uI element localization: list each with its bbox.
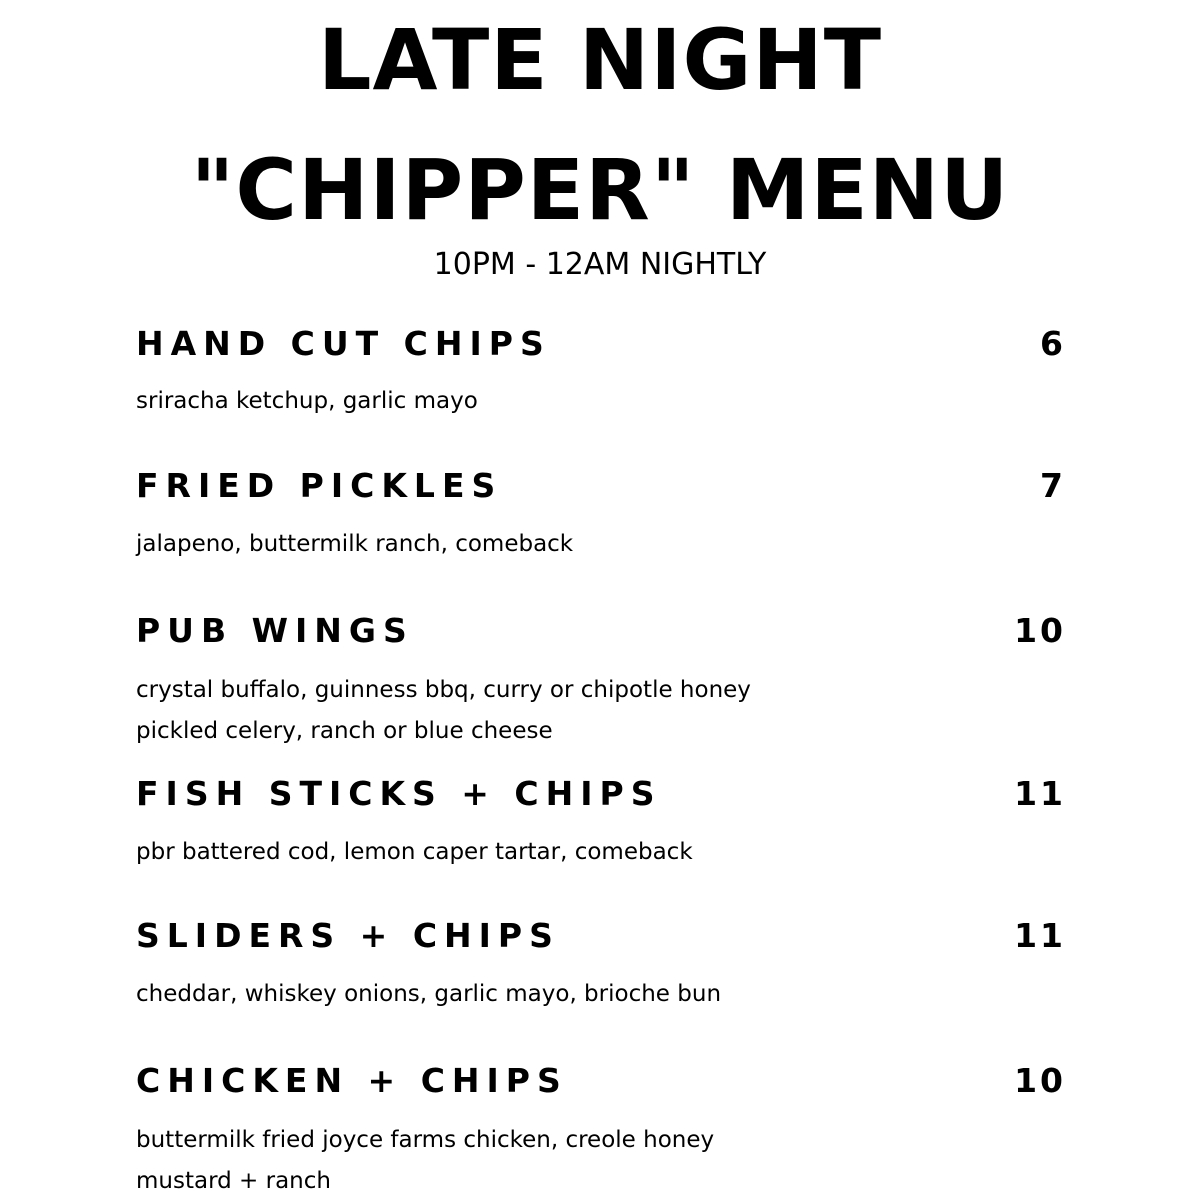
item-description-hand-cut-chips — [136, 381, 478, 422]
item-name-fried-pickles: FRIED PICKLES — [136, 466, 503, 505]
item-description-fish-sticks-chips — [136, 832, 693, 873]
menu-title-line-2: "CHIPPER" MENU — [190, 141, 1010, 239]
item-price-hand-cut-chips: 6 — [1040, 324, 1066, 363]
description-line: sriracha ketchup, garlic mayo — [136, 388, 478, 414]
item-price-chicken-chips: 10 — [1014, 1061, 1066, 1100]
item-price-fried-pickles: 7 — [1040, 466, 1066, 505]
description-line: buttermilk fried joyce farms chicken, creole honey — [136, 1127, 715, 1153]
description-line: pbr battered cod, lemon caper tartar, comeback — [136, 839, 693, 865]
description-line: crystal buffalo, guinness bbq, curry or chipotle honey — [136, 677, 751, 703]
item-price-pub-wings: 10 — [1014, 611, 1066, 650]
item-name-pub-wings: PUB WINGS — [136, 611, 414, 650]
description-line: mustard + ranch — [136, 1168, 331, 1194]
item-description-sliders-chips — [136, 974, 721, 1015]
item-description-chicken-chips — [136, 1120, 714, 1202]
description-line: pickled celery, ranch or blue cheese — [136, 718, 553, 744]
item-description-fried-pickles — [136, 524, 573, 565]
item-name-sliders-chips: SLIDERS + CHIPS — [136, 916, 560, 955]
item-price-fish-sticks-chips: 11 — [1014, 774, 1066, 813]
item-description-pub-wings — [136, 670, 751, 752]
description-line: cheddar, whiskey onions, garlic mayo, brioche bun — [136, 981, 722, 1007]
item-name-fish-sticks-chips: FISH STICKS + CHIPS — [136, 774, 662, 813]
menu-title-line-1: LATE NIGHT — [317, 11, 883, 109]
item-name-hand-cut-chips: HAND CUT CHIPS — [136, 324, 551, 363]
item-price-sliders-chips: 11 — [1014, 916, 1066, 955]
description-line: jalapeno, buttermilk ranch, comeback — [136, 531, 574, 557]
item-name-chicken-chips: CHICKEN + CHIPS — [136, 1061, 568, 1100]
service-hours: 10PM - 12AM NIGHTLY — [433, 247, 767, 282]
